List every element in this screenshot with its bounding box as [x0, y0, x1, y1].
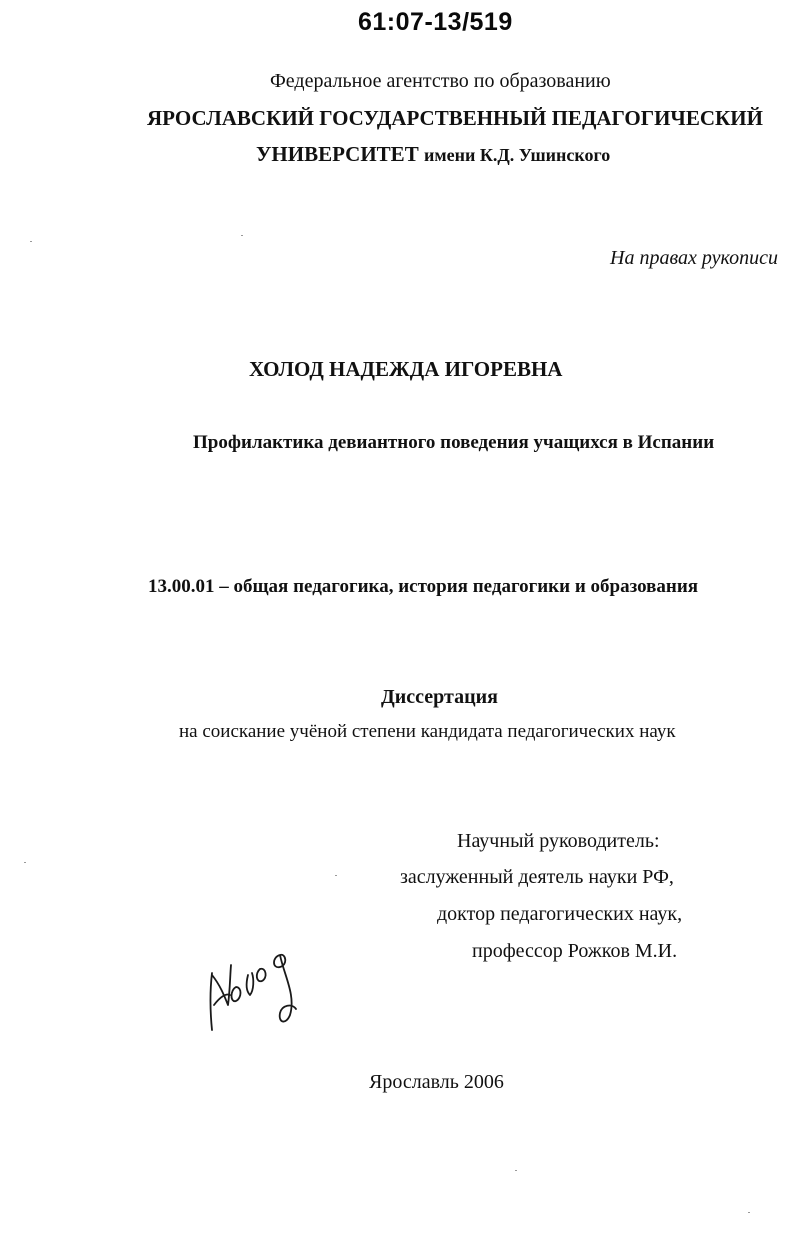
university-name-line2	[256, 142, 610, 167]
manuscript-rights: На правах рукописи	[610, 247, 778, 269]
author-name: ХОЛОД НАДЕЖДА ИГОРЕВНА	[249, 357, 563, 381]
supervisor-title-1: заслуженный деятель науки РФ,	[400, 866, 674, 888]
dissertation-title: Профилактика девиантного поведения учащихся в Испании	[193, 432, 715, 453]
scan-speck	[30, 241, 32, 242]
scan-speck	[515, 1170, 517, 1171]
university-caps: УНИВЕРСИТЕТ	[256, 142, 419, 166]
university-named-after: имени К.Д. Ушинского	[423, 145, 611, 165]
supervisor-name: профессор Рожков М.И.	[472, 940, 678, 962]
scan-speck	[24, 862, 26, 863]
supervisor-heading: Научный руководитель:	[457, 830, 660, 852]
supervisor-title-2: доктор педагогических наук,	[437, 903, 683, 925]
agency-name: Федеральное агентство по образованию	[270, 70, 611, 92]
scan-speck	[335, 875, 337, 876]
specialty-code: 13.00.01 – общая педагогика, история педагогики и образования	[148, 576, 699, 597]
catalog-number: 61:07-13/519	[358, 8, 513, 36]
handwritten-signature	[200, 935, 310, 1040]
scan-speck	[241, 235, 243, 236]
university-name-line1: ЯРОСЛАВСКИЙ ГОСУДАРСТВЕННЫЙ ПЕДАГОГИЧЕСКИЙ	[147, 106, 763, 130]
city-year: Ярославль 2006	[369, 1071, 504, 1093]
work-type: Диссертация	[381, 686, 498, 708]
degree-line: на соискание учёной степени кандидата педагогических наук	[179, 721, 676, 742]
scan-speck	[748, 1212, 750, 1213]
